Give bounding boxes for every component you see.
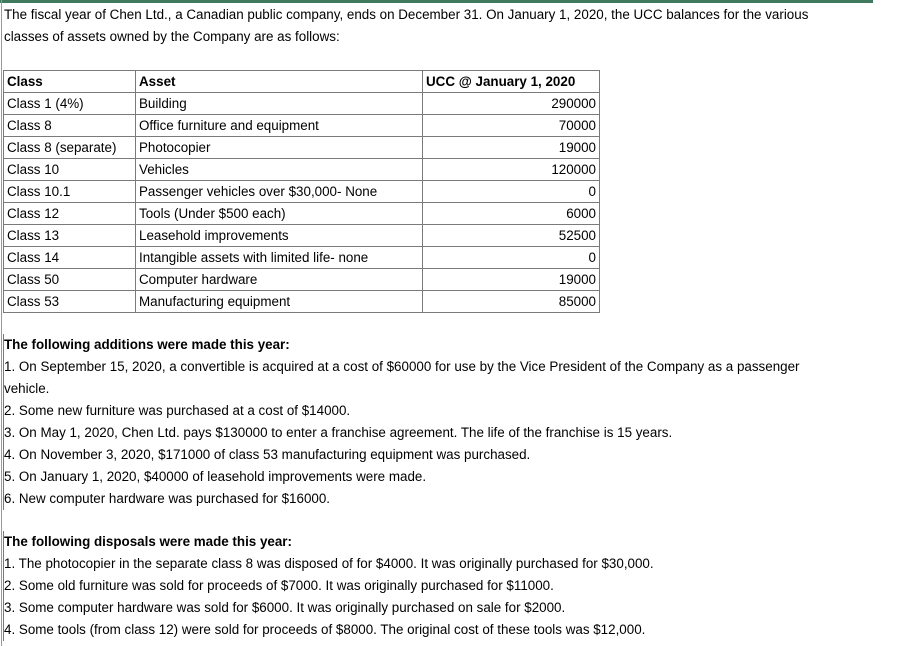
left-border <box>1 0 2 646</box>
table-row <box>4 269 600 291</box>
additions-line-2: 2. Some new furniture was purchased at a cost of $14000. <box>4 403 351 418</box>
cell-class: Class 53 <box>4 291 136 313</box>
table-row <box>4 291 600 313</box>
disposals-line-4: 4. Some tools (from class 12) were sold for proceeds of $8000. The original cost of these tools was $12,000. <box>4 622 646 637</box>
top-border <box>0 0 873 3</box>
table-row <box>4 159 600 181</box>
cell-ucc: 290000 <box>423 93 600 115</box>
cell-class: Class 8 <box>4 115 136 137</box>
cell-asset: Tools (Under $500 each) <box>136 203 423 225</box>
disposals-heading: The following disposals were made this year: <box>4 534 292 549</box>
disposals-line-1: 1. The photocopier in the separate class 8 was disposed of for $4000. It was originally purchased for $30,000. <box>4 556 654 571</box>
additions-line-1: 1. On September 15, 2020, a convertible is acquired at a cost of $60000 for use by the Vice President of the Company as a passenger <box>4 359 800 374</box>
cell-asset: Computer hardware <box>136 269 423 291</box>
cell-class: Class 50 <box>4 269 136 291</box>
table-header-row <box>4 71 600 93</box>
additions-line-1-cont: vehicle. <box>4 381 50 396</box>
cell-class: Class 13 <box>4 225 136 247</box>
additions-line-4: 4. On November 3, 2020, $171000 of class 53 manufacturing equipment was purchased. <box>4 447 531 462</box>
cell-asset: Passenger vehicles over $30,000- None <box>136 181 423 203</box>
cell-ucc: 0 <box>423 181 600 203</box>
cell-ucc: 19000 <box>423 269 600 291</box>
table-row <box>4 247 600 269</box>
cell-class: Class 10 <box>4 159 136 181</box>
table-row <box>4 115 600 137</box>
header-asset: Asset <box>136 71 423 93</box>
cell-class: Class 12 <box>4 203 136 225</box>
cell-asset: Vehicles <box>136 159 423 181</box>
cell-asset: Photocopier <box>136 137 423 159</box>
intro-line-2: classes of assets owned by the Company are as follows: <box>4 29 340 44</box>
intro-line-1: The fiscal year of Chen Ltd., a Canadian public company, ends on December 31. On January 1, 2020, the UCC balances for the various <box>4 7 809 22</box>
cell-asset: Manufacturing equipment <box>136 291 423 313</box>
additions-line-5: 5. On January 1, 2020, $40000 of leasehold improvements were made. <box>4 469 427 484</box>
table-row <box>4 225 600 247</box>
cell-class: Class 14 <box>4 247 136 269</box>
cell-ucc: 6000 <box>423 203 600 225</box>
cell-asset: Intangible assets with limited life- none <box>136 247 423 269</box>
cell-class: Class 8 (separate) <box>4 137 136 159</box>
cell-ucc: 85000 <box>423 291 600 313</box>
table-row <box>4 203 600 225</box>
table-row <box>4 181 600 203</box>
disposals-line-3: 3. Some computer hardware was sold for $6000. It was originally purchased on sale for $2000. <box>4 600 566 615</box>
additions-line-3: 3. On May 1, 2020, Chen Ltd. pays $130000 to enter a franchise agreement. The life of the franchise is 15 years. <box>4 425 673 440</box>
disposals-line-2: 2. Some old furniture was sold for proceeds of $7000. It was originally purchased for $11000. <box>4 578 554 593</box>
cell-asset: Leasehold improvements <box>136 225 423 247</box>
additions-line-6: 6. New computer hardware was purchased for $16000. <box>4 491 331 506</box>
cell-asset: Office furniture and equipment <box>136 115 423 137</box>
cell-ucc: 19000 <box>423 137 600 159</box>
ucc-table <box>3 70 600 313</box>
cell-ucc: 0 <box>423 247 600 269</box>
additions-heading: The following additions were made this year: <box>4 337 290 352</box>
cell-asset: Building <box>136 93 423 115</box>
cell-class: Class 10.1 <box>4 181 136 203</box>
cell-ucc: 52500 <box>423 225 600 247</box>
header-class: Class <box>4 71 136 93</box>
table-row <box>4 137 600 159</box>
table-row <box>4 93 600 115</box>
header-ucc: UCC @ January 1, 2020 <box>423 71 600 93</box>
cell-class: Class 1 (4%) <box>4 93 136 115</box>
cell-ucc: 70000 <box>423 115 600 137</box>
cell-ucc: 120000 <box>423 159 600 181</box>
